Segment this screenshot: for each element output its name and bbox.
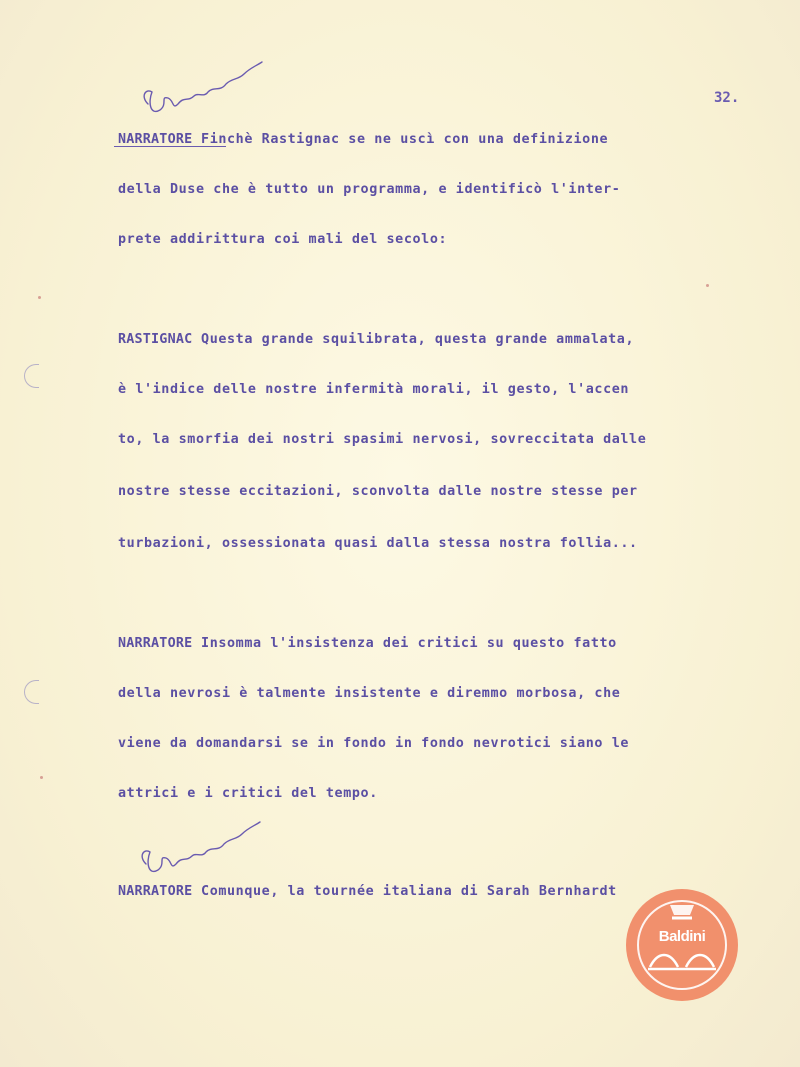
stamp-graphic-icon (622, 885, 742, 1005)
speaker-name: NARRATORE (118, 884, 193, 899)
page-number: 32. (714, 90, 740, 106)
script-line (118, 786, 378, 801)
line-text: to, la smorfia dei nostri spasimi nervosi, sovreccitata dalle (118, 432, 647, 447)
handwritten-signature-top (138, 60, 268, 130)
punch-hole-top (24, 364, 39, 388)
script-line (118, 884, 617, 899)
archive-stamp (622, 885, 742, 1005)
script-line (118, 332, 634, 347)
script-line (118, 536, 638, 551)
line-text: della Duse che è tutto un programma, e identificò l'inter- (118, 182, 621, 197)
speaker-name: RASTIGNAC (118, 332, 193, 347)
line-text: turbazioni, ossessionata quasi dalla stessa nostra follia... (118, 536, 638, 551)
line-text: è l'indice delle nostre infermità morali, il gesto, l'accen (118, 382, 630, 397)
script-line (118, 686, 620, 701)
paper-speck (38, 296, 41, 299)
stamp-label: Baldini (658, 928, 706, 945)
line-text: viene da domandarsi se in fondo in fondo nevrotici siano le (118, 736, 630, 751)
line-text: Questa grande squilibrata, questa grande ammalata, (201, 332, 635, 347)
script-line (118, 232, 447, 247)
line-text: Finchè Rastignac se ne uscì con una definizione (201, 132, 609, 147)
handwritten-signature-bottom (136, 820, 266, 890)
line-text: attrici e i critici del tempo. (118, 786, 378, 801)
line-text: nostre stesse eccitazioni, sconvolta dalle nostre stesse per (118, 484, 638, 499)
script-line (118, 182, 620, 197)
speaker-name: NARRATORE (118, 636, 193, 651)
line-text: Comunque, la tournée italiana di Sarah Bernhardt (201, 884, 617, 899)
script-line (118, 382, 629, 397)
line-text: prete addirittura coi mali del secolo: (118, 232, 448, 247)
speaker-name: NARRATORE (118, 132, 193, 147)
script-line (118, 636, 617, 651)
script-line (118, 484, 638, 499)
script-line (118, 132, 608, 147)
paper-speck (40, 776, 43, 779)
line-text: della nevrosi è talmente insistente e diremmo morbosa, che (118, 686, 621, 701)
punch-hole-bottom (24, 680, 39, 704)
script-line (118, 736, 629, 751)
paper-speck (706, 284, 709, 287)
line-text: Insomma l'insistenza dei critici su questo fatto (201, 636, 617, 651)
script-line (118, 432, 646, 447)
